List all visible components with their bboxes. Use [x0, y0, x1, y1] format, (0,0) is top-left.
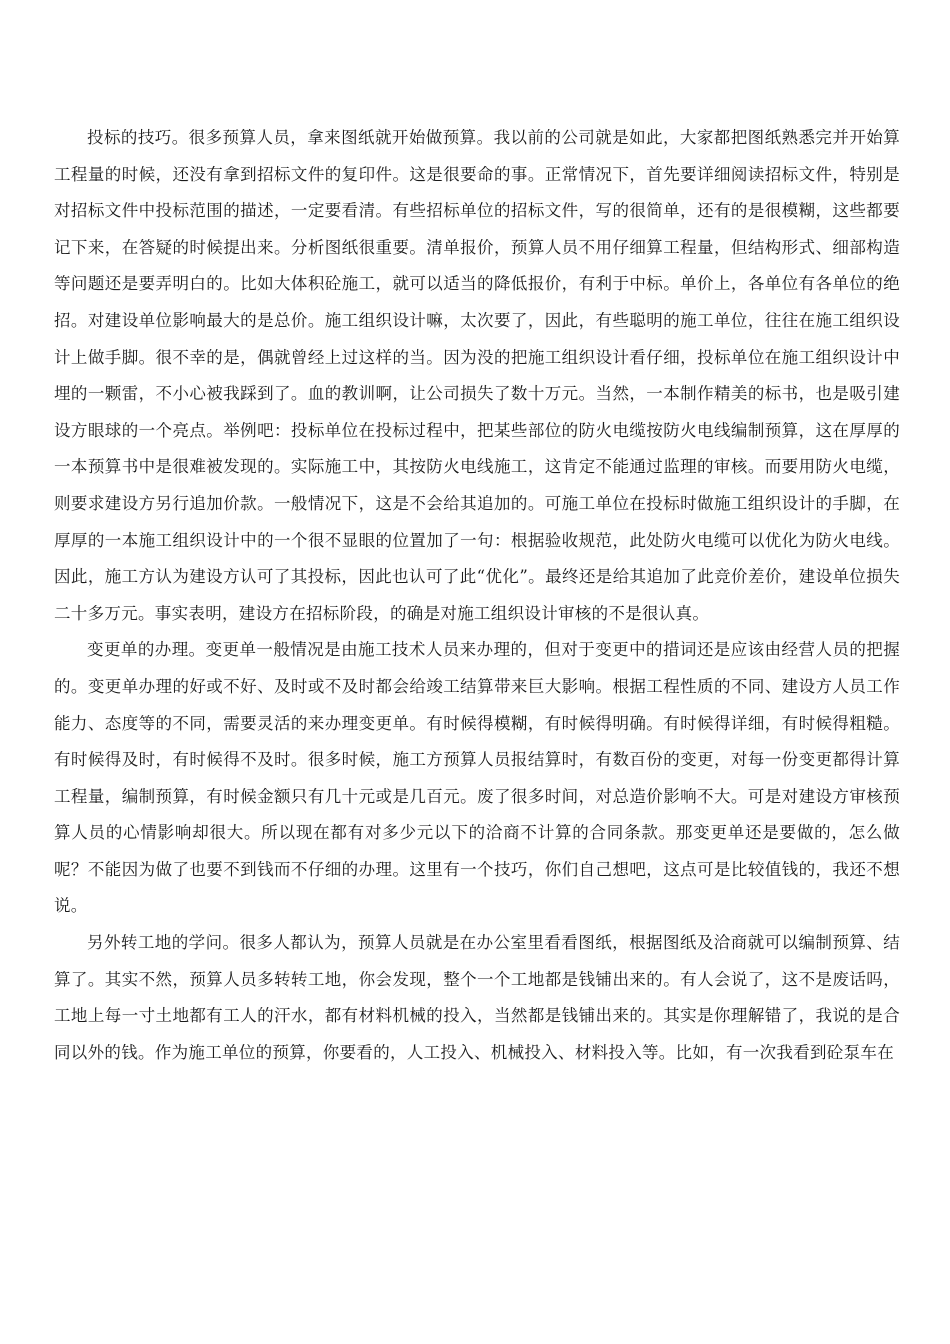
paragraph-site-visits: 另外转工地的学问。很多人都认为，预算人员就是在办公室里看看图纸，根据图纸及洽商就可以编制预算、结算了。其实不然，预算人员多转转工地，你会发现，整个一个工地都是钱铺出来的。有人会说了，这不是废话吗，工地上每一寸土地都有工人的汗水，都有材料机械的投入，当然都是钱铺出来的。其实是你理解错了，我说的是合同以外的钱。作为施工单位的预算，你要看的，人工投入、机械投入、材料投入等。比如，有一次我看到砼泵车在 [54, 933, 900, 1062]
paragraph-bidding-skills: 投标的技巧。很多预算人员，拿来图纸就开始做预算。我以前的公司就是如此，大家都把图纸熟悉完并开始算工程量的时候，还没有拿到招标文件的复印件。这是很要命的事。正常情况下，首先要详细阅读招标文件，特别是对招标文件中投标范围的描述，一定要看清。有些招标单位的招标文件，写的很简单，还有的是很模糊，这些都要记下来，在答疑的时候提出来。分析图纸很重要。清单报价，预算人员不用仔细算工程量，但结构形式、细部构造等问题还是要弄明白的。比如大体积砼施工，就可以适当的降低报价，有利于中标。单价上，各单位有各单位的绝招。对建设单位影响最大的是总价。施工组织设计嘛，太次要了，因此，有些聪明的施工单位，往往在施工组织设计上做手脚。很不幸的是，偶就曾经上过这样的当。因为没的把施工组织设计看仔细，投标单位在施工组织设计中埋的一颗雷，不小心被我踩到了。血的教训啊，让公司损失了数十万元。当然，一本制作精美的标书，也是吸引建设方眼球的一个亮点。举例吧：投标单位在投标过程中，把某些部位的防火电缆按防火电线编制预算，这在厚厚的一本预算书中是很难被发现的。实际施工中，其按防火电线施工，这肯定不能通过监理的审核。而要用防火电缆，则要求建设方另行追加价款。一般情况下，这是不会给其追加的。可施工单位在投标时做施工组织设计的手脚，在厚厚的一本施工组织设计中的一个很不显眼的位置加了一句：根据验收规范，此处防火电缆可以优化为防火电线。因此，施工方认为建设方认可了其投标，因此也认可了此“优化”。最终还是给其追加了此竞价差价，建设单位损失二十多万元。事实表明，建设方在招标阶段，的确是对施工组织设计审核的不是很认真。 [54, 128, 900, 623]
document-body [54, 120, 900, 1071]
paragraph-change-orders: 变更单的办理。变更单一般情况是由施工技术人员来办理的，但对于变更中的措词还是应该由经营人员的把握的。变更单办理的好或不好、及时或不及时都会给竣工结算带来巨大影响。根据工程性质的不同、建设方人员工作能力、态度等的不同，需要灵活的来办理变更单。有时候得模糊，有时候得明确。有时候得详细，有时候得粗糙。有时候得及时，有时候得不及时。很多时候，施工方预算人员报结算时，有数百份的变更，对每一份变更都得计算工程量，编制预算，有时候金额只有几十元或是几百元。废了很多时间，对总造价影响不大。可是对建设方审核预算人员的心情影响却很大。所以现在都有对多少元以下的洽商不计算的合同条款。那变更单还是要做的，怎么做呢？不能因为做了也要不到钱而不仔细的办理。这里有一个技巧，你们自己想吧，这点可是比较值钱的，我还不想说。 [54, 640, 900, 916]
